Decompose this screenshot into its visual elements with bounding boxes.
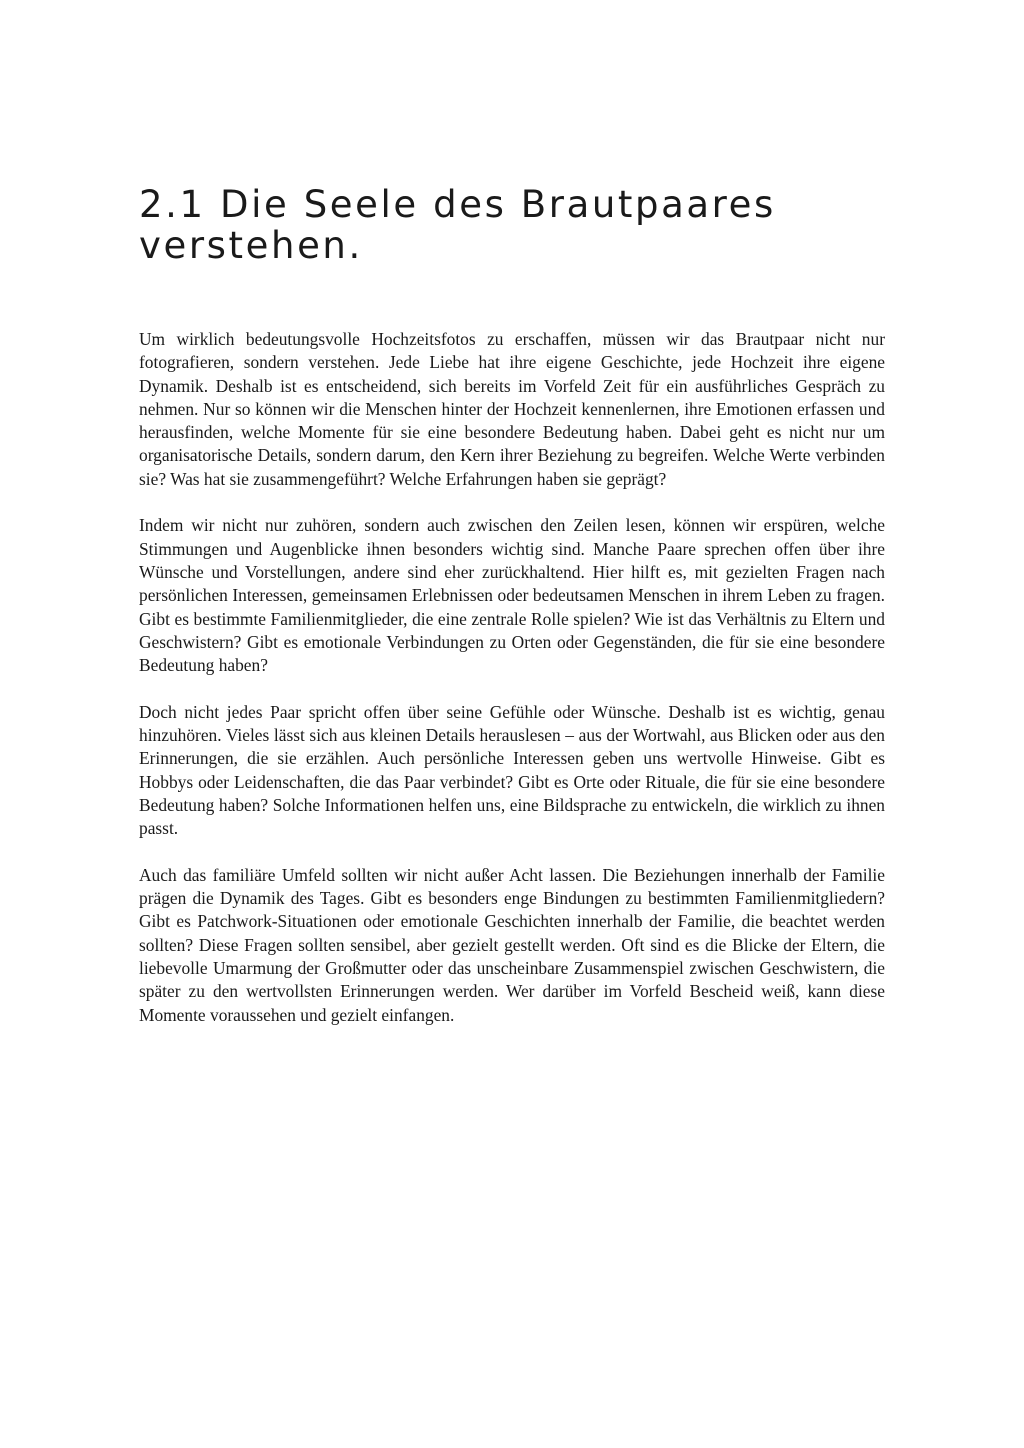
paragraph-1: Um wirklich bedeutungsvolle Hochzeitsfotos zu erschaffen, müssen wir das Brautpaar nicht nur fotografieren, sondern verstehen. Jede Liebe hat ihre eigene Geschichte, jede Hochzeit ihre eigene Dynamik. Deshalb ist es entscheidend, sich bereits im Vorfeld Zeit für ein ausführliches Gespräch zu nehmen. Nur so können wir die Menschen hinter der Hochzeit kennenlernen, ihre Emotionen erfassen und herausfinden, welche Momente für sie eine besondere Bedeutung haben. Dabei geht es nicht nur um organisatorische Details, sondern darum, den Kern ihrer Beziehung zu begreifen. Welche Werte verbinden sie? Was hat sie zusammengeführt? Welche Erfahrungen haben sie geprägt? <box>139 329 885 489</box>
paragraph-3: Doch nicht jedes Paar spricht offen über seine Gefühle oder Wünsche. Deshalb ist es wichtig, genau hinzuhören. Vieles lässt sich aus kleinen Details herauslesen – aus der Wortwahl, aus Blicken oder aus den Erinnerungen, die sie erzählen. Auch persönliche Interessen geben uns wertvolle Hinweise. Gibt es Hobbys oder Leidenschaften, die das Paar verbindet? Gibt es Orte oder Rituale, die für sie eine besondere Bedeutung haben? Solche Informationen helfen uns, eine Bildsprache zu entwickeln, die wirklich zu ihnen passt. <box>139 701 885 839</box>
section-heading: 2.1 Die Seele des Brautpaares verstehen. <box>139 183 776 267</box>
paragraph-2: Indem wir nicht nur zuhören, sondern auch zwischen den Zeilen lesen, können wir erspüren, welche Stimmungen und Augenblicke ihnen besonders wichtig sind. Manche Paare sprechen offen über ihre Wünsche und Vorstellungen, andere sind eher zurückhaltend. Hier hilft es, mit gezielten Fragen nach persönlichen Interessen, gemeinsamen Erlebnissen oder bedeutsamen Menschen in ihrem Leben zu fragen. Gibt es bestimmte Familienmitglieder, die eine zentrale Rolle spielen? Wie ist das Verhältnis zu Eltern und Geschwistern? Gibt es emotionale Verbindungen zu Orten oder Gegenständen, die für sie eine besondere Bedeutung haben? <box>139 515 885 676</box>
body-text <box>139 328 885 1050</box>
paragraph-4: Auch das familiäre Umfeld sollten wir nicht außer Acht lassen. Die Beziehungen innerhalb der Familie prägen die Dynamik des Tages. Gibt es besonders enge Bindungen zu bestimmten Familienmitgliedern? Gibt es Patchwork-Situationen oder emotionale Geschichten innerhalb der Familie, die beachtet werden sollten? Diese Fragen sollten sensibel, aber gezielt gestellt werden. Oft sind es die Blicke der Eltern, die liebevolle Umarmung der Großmutter oder das unscheinbare Zusammenspiel zwischen Geschwistern, die später zu den wertvollsten Erinnerungen werden. Wer darüber im Vorfeld Bescheid weiß, kann diese Momente voraussehen und gezielt einfangen. <box>139 864 885 1025</box>
